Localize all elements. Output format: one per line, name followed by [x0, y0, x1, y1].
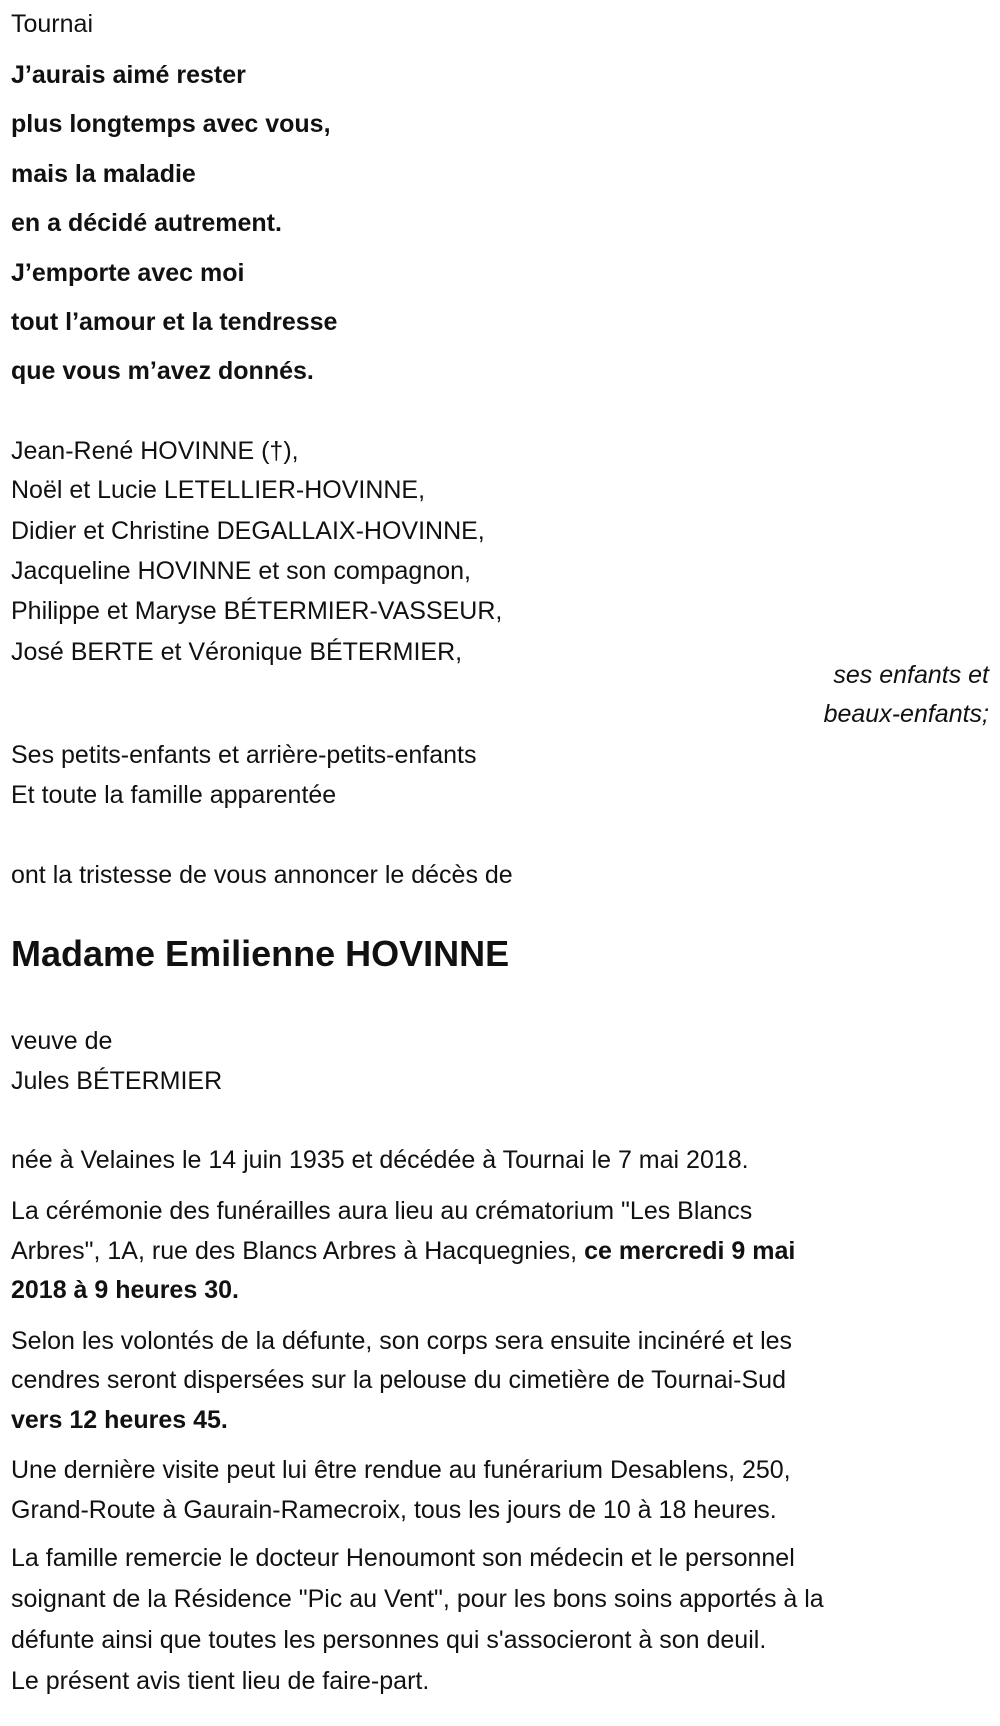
poem-line: que vous m’avez donnés.: [11, 357, 314, 385]
thanks-line: défunte ainsi que toutes les personnes qui s'associeront à son deuil.: [11, 1626, 767, 1654]
cremation-line: cendres seront dispersées sur la pelouse du cimetière de Tournai-Sud: [11, 1366, 786, 1394]
closing-note: Le présent avis tient lieu de faire-part.: [11, 1667, 430, 1695]
ceremony-time: 2018 à 9 heures 30.: [11, 1276, 239, 1304]
poem-line: J’aurais aimé rester: [11, 61, 246, 89]
widow-label: veuve de: [11, 1027, 113, 1055]
cremation-time: vers 12 heures 45.: [11, 1406, 228, 1434]
family-role: beaux-enfants;: [823, 700, 989, 728]
poem-line: mais la maladie: [11, 160, 196, 188]
other-relatives: Et toute la famille apparentée: [11, 781, 337, 809]
visit-line: Une dernière visite peut lui être rendue au funérarium Desablens, 250,: [11, 1456, 791, 1484]
family-member: Jacqueline HOVINNE et son compagnon,: [11, 557, 471, 585]
cremation-line: Selon les volontés de la défunte, son corps sera ensuite incinéré et les: [11, 1327, 793, 1355]
family-member: Didier et Christine DEGALLAIX-HOVINNE,: [11, 517, 485, 545]
thanks-line: La famille remercie le docteur Henoumont son médecin et le personnel: [11, 1544, 795, 1572]
other-relatives: Ses petits-enfants et arrière-petits-enfants: [11, 741, 477, 769]
city: Tournai: [11, 10, 93, 38]
poem-line: plus longtemps avec vous,: [11, 110, 331, 138]
birth-death: née à Velaines le 14 juin 1935 et décédée à Tournai le 7 mai 2018.: [11, 1146, 749, 1174]
spouse-name: Jules BÉTERMIER: [11, 1067, 223, 1095]
family-member: Philippe et Maryse BÉTERMIER-VASSEUR,: [11, 597, 503, 625]
ceremony-line: [11, 1236, 795, 1266]
family-member: Noël et Lucie LETELLIER-HOVINNE,: [11, 476, 426, 504]
thanks-line: soignant de la Résidence "Pic au Vent", pour les bons soins apportés à la: [11, 1585, 824, 1613]
poem-line: en a décidé autrement.: [11, 209, 282, 237]
ceremony-line: La cérémonie des funérailles aura lieu au crématorium "Les Blancs: [11, 1197, 753, 1225]
poem-line: tout l’amour et la tendresse: [11, 308, 338, 336]
announcement: ont la tristesse de vous annoncer le décès de: [11, 861, 513, 889]
family-member: José BERTE et Véronique BÉTERMIER,: [11, 638, 463, 666]
family-member: Jean-René HOVINNE (†),: [11, 437, 299, 465]
family-role: ses enfants et: [833, 661, 989, 689]
visit-line: Grand-Route à Gaurain-Ramecroix, tous les jours de 10 à 18 heures.: [11, 1496, 777, 1524]
poem-line: J’emporte avec moi: [11, 259, 245, 287]
ceremony-date: ce mercredi 9 mai: [584, 1237, 796, 1265]
deceased-name: Madame Emilienne HOVINNE: [11, 933, 510, 974]
ceremony-text: Arbres", 1A, rue des Blancs Arbres à Hacquegnies,: [11, 1237, 585, 1265]
